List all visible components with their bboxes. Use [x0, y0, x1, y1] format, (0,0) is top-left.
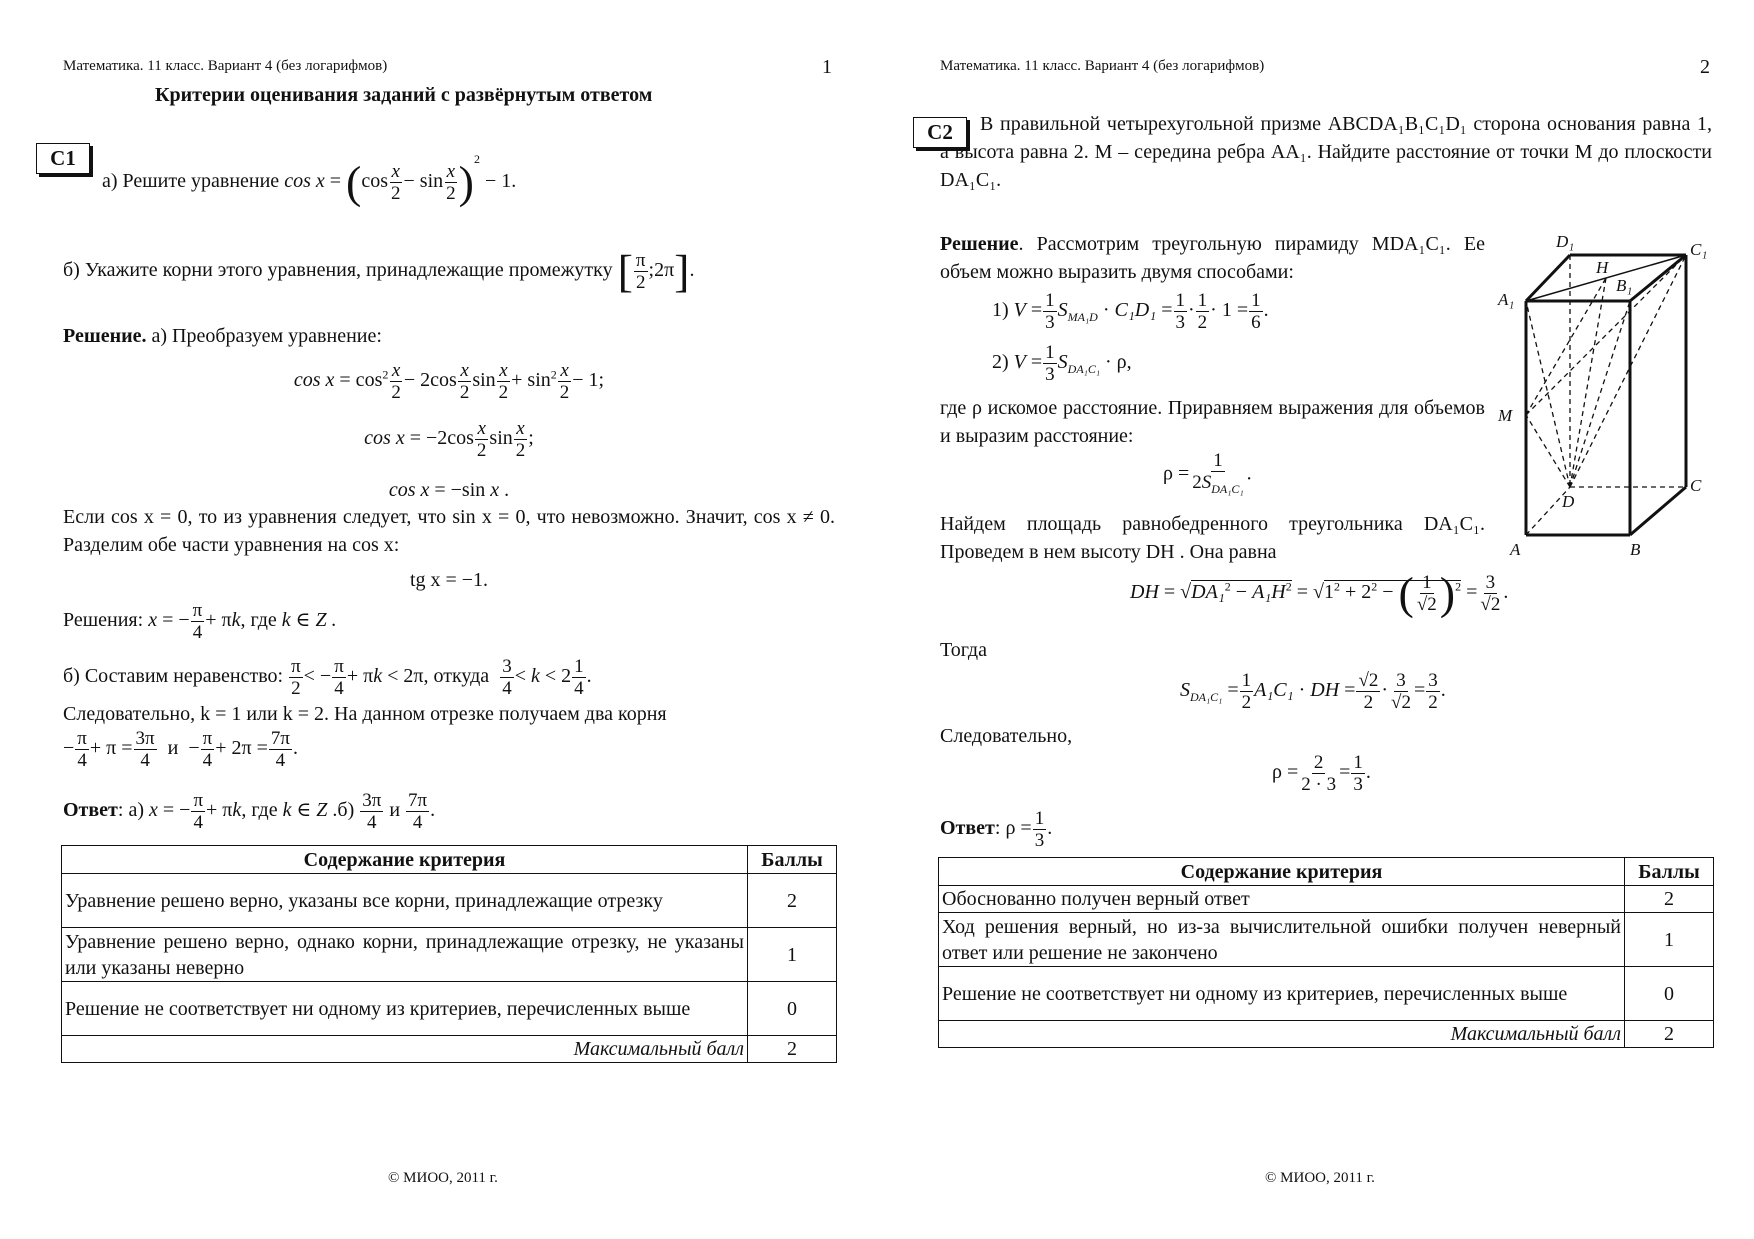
- c1-k-in-z: k ∈ Z .: [281, 609, 337, 632]
- c2-solution-intro-text: . Рассмотрим треугольную пирамиду MDA₁C₁. Ее объем можно выразить двумя способами:: [940, 233, 1485, 283]
- task-c1-label: C1: [36, 143, 90, 174]
- c1-where-text: , где: [240, 609, 277, 632]
- c2-row-3-text: Решение не соответствует ни одному из критериев, перечисленных выше: [939, 967, 1625, 1021]
- c1-part-a-statement: а) Решите уравнение cos x = (cos $\frac{x}{2}$ − sin $\frac{x}{2}$ )$^2$ − 1.: [102, 152, 517, 208]
- prism-hidden-edges: [1526, 255, 1686, 535]
- page2-footer: © МИОО, 2011 г.: [1265, 1170, 1375, 1186]
- c1-max-points: 2: [748, 1036, 837, 1063]
- table-row: [62, 874, 837, 928]
- label-c: C: [1690, 476, 1702, 495]
- c2-answer-label: Ответ: [940, 817, 995, 840]
- c2-criteria-table: [938, 857, 1714, 1048]
- c1-row-1-points: 2: [748, 874, 837, 928]
- c1-solution-intro: [63, 322, 382, 350]
- page2-header: Математика. 11 класс. Вариант 4 (без логарифмов): [940, 58, 1265, 74]
- c1-tg-eq: tg x = −1.: [409, 569, 489, 591]
- page1-number: 1: [822, 56, 832, 78]
- c2-volume-2: 2) V = $\frac{1}{3}$ $S_{DA_1C_1} \cdot \rho$,: [992, 342, 1132, 385]
- c1-row-2-points: 1: [748, 928, 837, 982]
- c2-consequently: Следовательно,: [940, 725, 1073, 747]
- prism-solid-edges: [1526, 255, 1686, 535]
- c1-criteria-table: [61, 845, 837, 1063]
- c2-then: Тогда: [940, 639, 987, 661]
- c2-find-area: Найдем площадь равнобедренного треугольника DA₁C₁. Проведем в нем высоту DH . Она равна: [940, 513, 1485, 563]
- task-c2-label: C2: [913, 117, 967, 148]
- c1-row-3-points: 0: [748, 982, 837, 1036]
- page1-footer: © МИОО, 2011 г.: [388, 1170, 498, 1186]
- label-d: D: [1562, 492, 1575, 511]
- page1-title: Критерии оценивания заданий с развёрнутым ответом: [155, 84, 653, 106]
- c2-where-rho: где ρ искомое расстояние. Приравняем выражения для объемов и выразим расстояние:: [940, 397, 1485, 447]
- c2-dh-formula: DH = $√DA_1^2 - A_1H^2 = √1^2 + 2^2$ − ( $\frac{1}{√2}$ )$^2$ = $\frac{3}{√2}$ .: [1130, 567, 1509, 619]
- c1-solution-intro-text: а) Преобразуем уравнение:: [151, 325, 382, 347]
- c2-max-points: 2: [1625, 1021, 1714, 1048]
- label-a1: A₁: [1498, 290, 1515, 309]
- c2-volume-1: 1) V = $\frac{1}{3}$ $S_{MA_1D} \cdot C_1D_1$ = $\frac{1}{3}$ · $\frac{1}{2}$ · 1 = $\frac{1}{6}$ .: [992, 290, 1269, 333]
- c2-rho-formula: ρ = 1 $2S_{DA_1C_1}$ .: [1163, 450, 1252, 496]
- prism-figure: [1490, 225, 1710, 565]
- c2-row-3-points: 0: [1625, 967, 1714, 1021]
- c1-consequently: Следовательно, k = 1 или k = 2. На данном отрезке получаем два корня: [63, 703, 667, 725]
- c2-solution-label: Решение: [940, 233, 1019, 255]
- label-c1: C₁: [1690, 240, 1708, 259]
- c2-row-1-points: 2: [1625, 886, 1714, 913]
- c1-row-2-text: Уравнение решено верно, однако корни, принадлежащие отрезку, не указаны или указаны неверно: [62, 928, 748, 982]
- c1-row-3-text: Решение не соответствует ни одному из критериев, перечисленных выше: [62, 982, 748, 1036]
- page2-number: 2: [1700, 56, 1710, 78]
- c1-part-b-prefix: б) Укажите корни этого уравнения, принадлежащие промежутку: [63, 259, 613, 282]
- c2-rho-result: ρ = $\frac{2}{2 \cdot 3}$ = $\frac{1}{3}$ .: [1272, 752, 1371, 795]
- c1-eq-1: $\cos x = \cos^2$ $\frac{x}{2}$ − 2cos $\frac{x}{2}$ sin $\frac{x}{2}$ + $\sin^2$ $\frac{x}{2}$ − 1;: [293, 360, 605, 403]
- label-a: A: [1510, 540, 1521, 559]
- c1-answer: Ответ: а) x = − $\frac{\pi}{4}$ + πk, где k ∈ Z .б) $\frac{3\pi}{4}$ и $\frac{7\pi}{4}$ .: [63, 790, 436, 833]
- table-row: [939, 913, 1714, 967]
- table-row: [62, 928, 837, 982]
- c1-and-text: и: [167, 737, 179, 760]
- table-row: [62, 982, 837, 1036]
- c1-answer-label: Ответ: [63, 799, 118, 822]
- label-d1: D₁: [1556, 232, 1575, 251]
- c2-problem-text: В правильной четырехугольной призме ABCDA₁B₁C₁D₁ сторона основания равна 1, а высота равна 2. M – середина ребра AA₁. Найдите расстояние от точки M до плоскости DA₁C₁.: [940, 113, 1712, 191]
- c1-eq-2: cos x = −2cos $\frac{x}{2}$ sin $\frac{x}{2}$ ;: [364, 418, 534, 461]
- c1-part-a-prefix: а) Решите уравнение: [102, 170, 280, 192]
- table-row: [939, 967, 1714, 1021]
- c1-part-b-solution: б) Составим неравенство: $\frac{\pi}{2}$ < − $\frac{\pi}{4}$ + πk < 2π, откуда $\frac{3}{4}$ < k < 2 $\frac{1}{4}$ .: [63, 656, 592, 699]
- c2-row-1-text: Обоснованно получен верный ответ: [939, 886, 1625, 913]
- page1-header: Математика. 11 класс. Вариант 4 (без логарифмов): [63, 58, 388, 74]
- c1-if-text: Если cos x = 0, то из уравнения следует, что sin x = 0, что невозможно. Значит, cos x ≠ 0. Разделим обе части уравнения на cos x:: [63, 506, 835, 556]
- label-m: M: [1498, 406, 1513, 425]
- c2-solution-intro: [940, 230, 1485, 286]
- label-b1: B₁: [1616, 276, 1633, 295]
- c2-area-formula: $S_{DA_1C_1}$ = $\frac{1}{2}$ A₁C₁ · DH = $\frac{√2}{2}$ · $\frac{3}{√2}$ = $\frac{3}{2}$ .: [1180, 670, 1446, 713]
- label-h: H: [1596, 258, 1609, 277]
- c1-answer-a: : а): [117, 799, 144, 822]
- c1-max-label: Максимальный балл: [62, 1036, 748, 1063]
- c1-col-content: Содержание критерия: [62, 846, 748, 874]
- c2-col-points: Баллы: [1625, 858, 1714, 886]
- c2-max-label: Максимальный балл: [939, 1021, 1625, 1048]
- c1-solutions: Решения: x = − $\frac{\pi}{4}$ + πk, где k ∈ Z .: [63, 600, 337, 643]
- c1-col-points: Баллы: [748, 846, 837, 874]
- c1-row-1-text: Уравнение решено верно, указаны все корни, принадлежащие отрезку: [62, 874, 748, 928]
- c2-col-content: Содержание критерия: [939, 858, 1625, 886]
- c2-row-2-points: 1: [1625, 913, 1714, 967]
- c2-row-2-text: Ход решения верный, но из-за вычислительной ошибки получен неверный ответ или решение не закончено: [939, 913, 1625, 967]
- c1-solution-label: Решение.: [63, 325, 147, 347]
- c1-part-b-statement: б) Укажите корни этого уравнения, принадлежащие промежутку [ $\frac{\pi}{2}$ ;2π].: [63, 245, 695, 297]
- c1-part-b-sol-prefix: б) Составим неравенство:: [63, 665, 284, 688]
- c2-answer: Ответ: ρ = $\frac{1}{3}$ .: [940, 808, 1053, 851]
- label-b: B: [1630, 540, 1641, 559]
- c1-roots: − $\frac{\pi}{4}$ + π = $\frac{3\pi}{4}$ и − $\frac{\pi}{4}$ + 2π = $\frac{7\pi}{4}$ .: [63, 728, 298, 771]
- c1-eq-3: cos x = −sin x .: [388, 479, 510, 501]
- c1-whence: , откуда: [423, 665, 490, 688]
- c1-solutions-label: Решения:: [63, 609, 144, 632]
- table-row: [939, 886, 1714, 913]
